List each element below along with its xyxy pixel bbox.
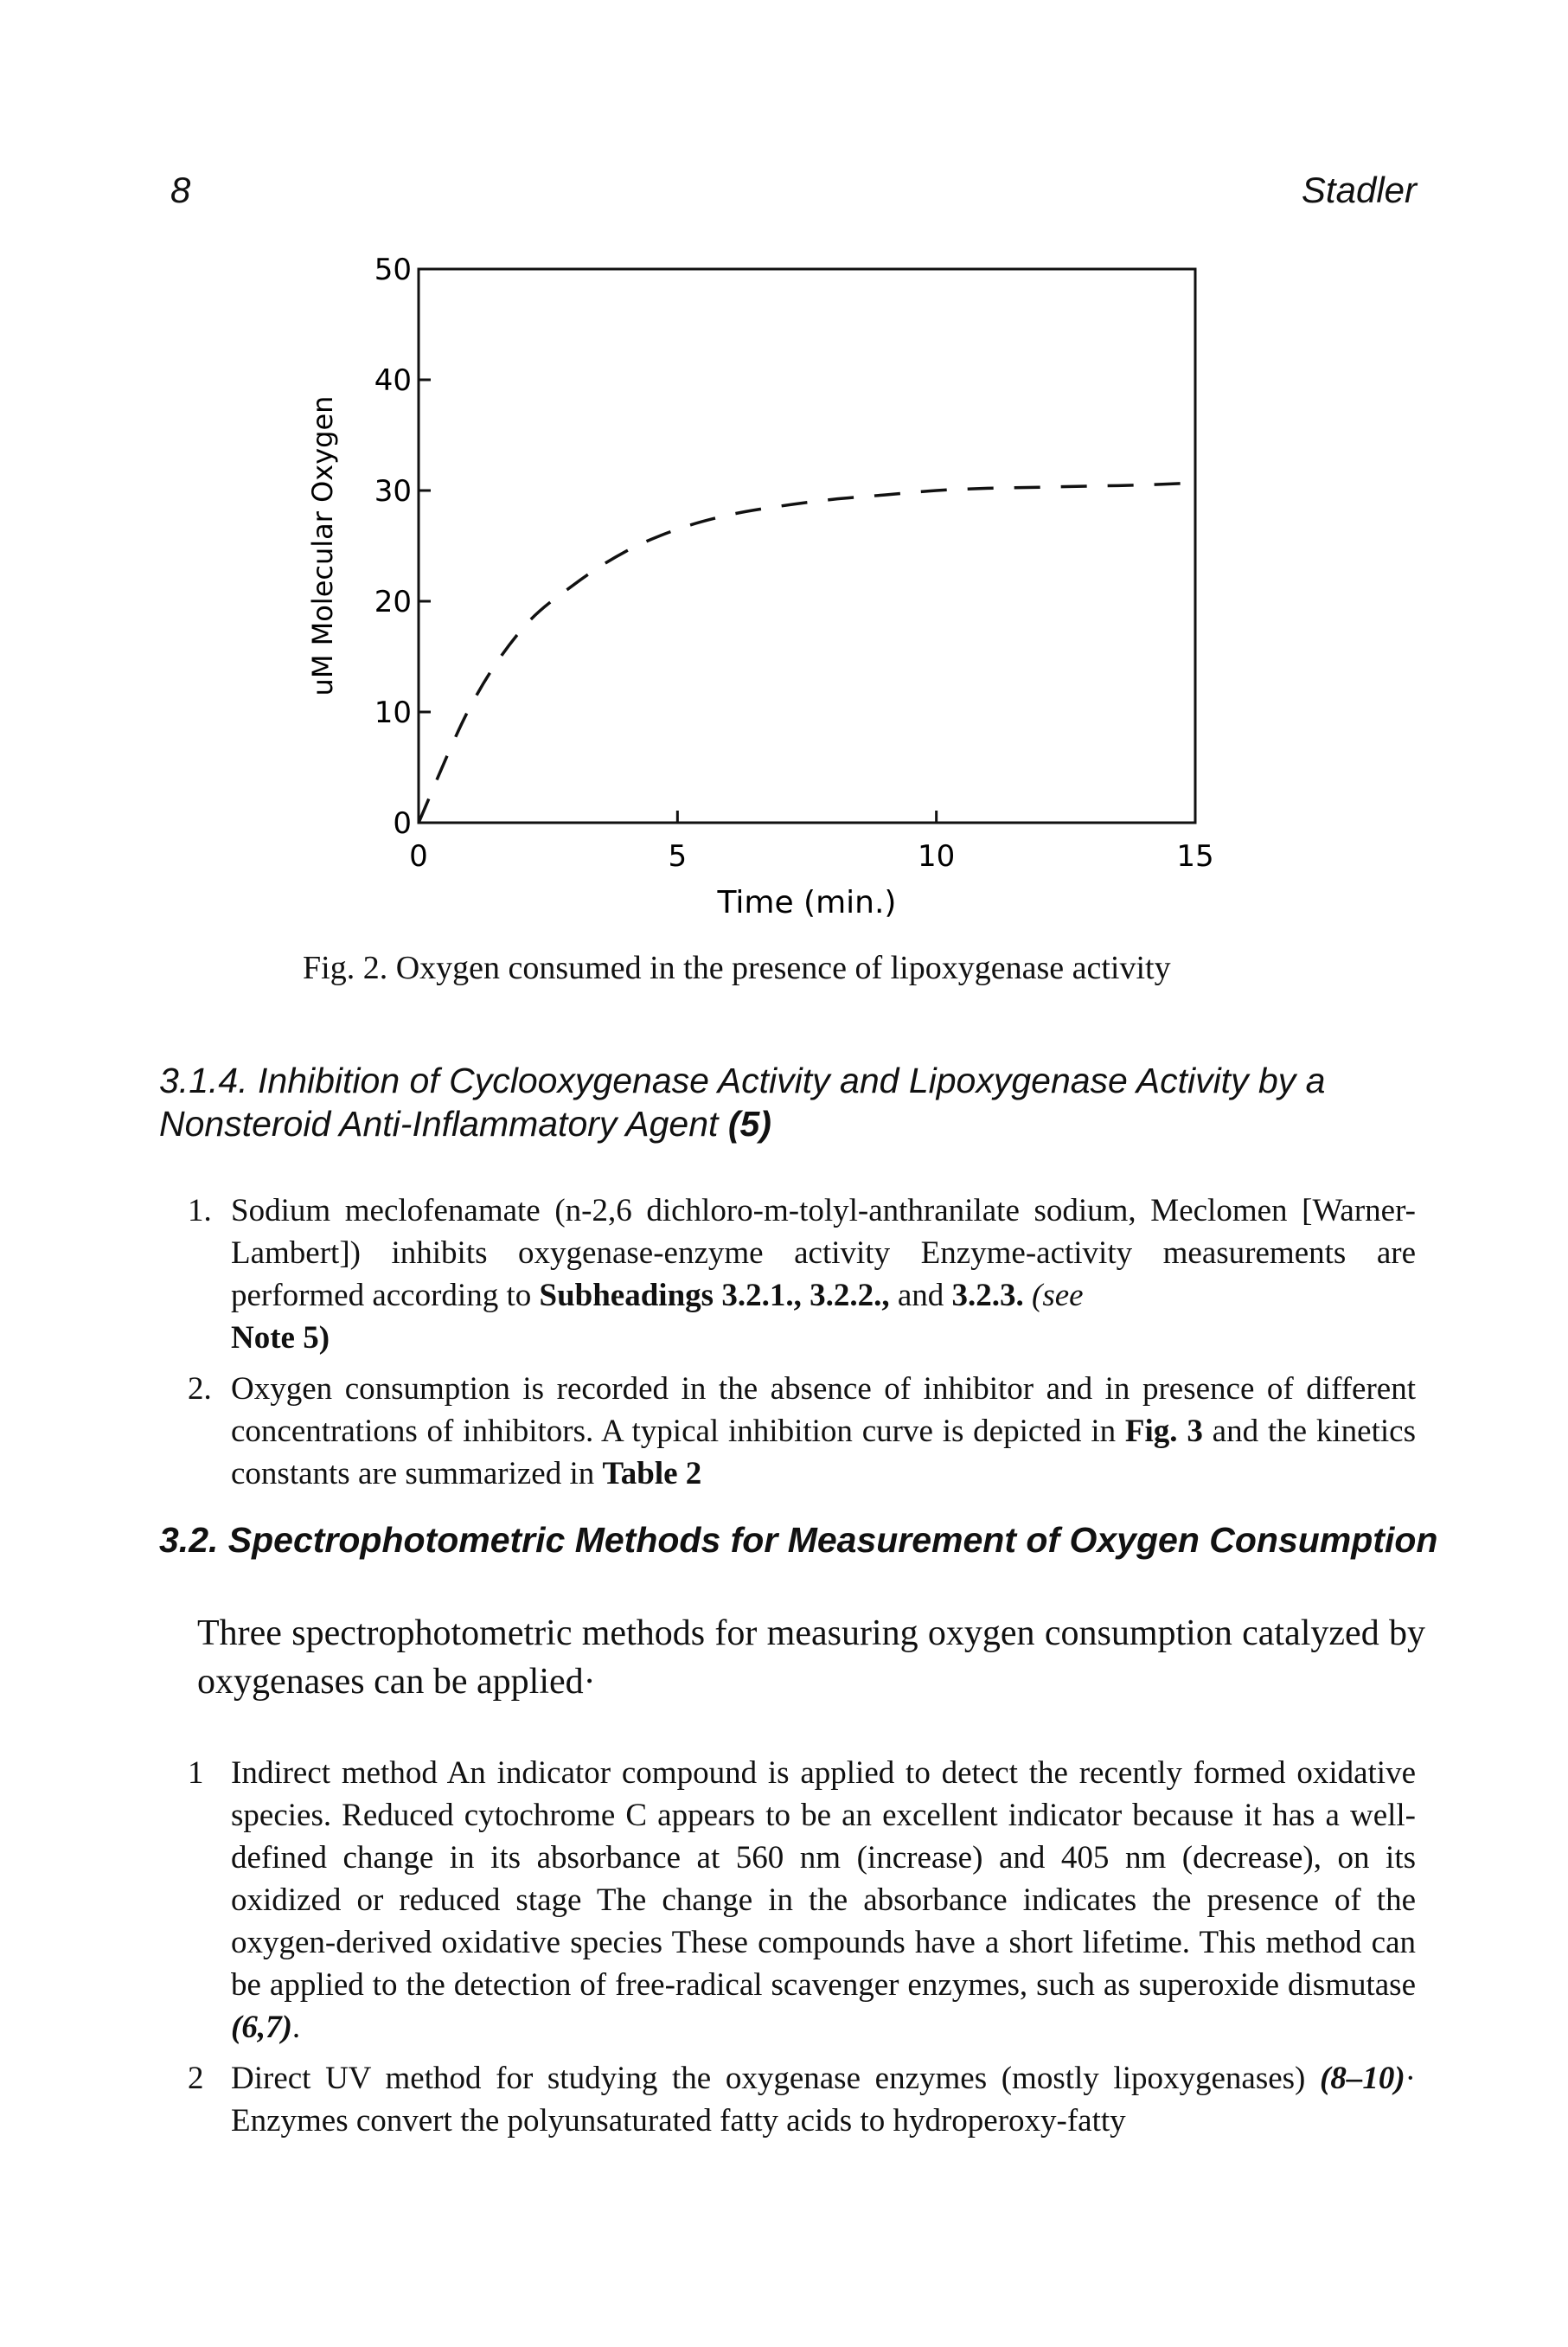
heading-number: 3.1.4. (159, 1061, 248, 1100)
subheading-reference: 3.2.3. (951, 1278, 1024, 1313)
page-number: 8 (170, 170, 191, 210)
item-text: and the kinetics constants are summarized in (231, 1414, 1416, 1491)
figure-reference: Fig. 3 (1124, 1414, 1203, 1449)
list-item (170, 1190, 1416, 1359)
oxygen-consumption-chart (259, 247, 1228, 939)
item-text: Indirect method An indicator compound is applied to detect the recently formed oxidative species. Reduced cytochrome C appears to be an excellent indicator because it has a well-defined change in its absorbance at 560 nm (increase) and 405 nm (decrease), on its oxidized or reduced stage The change in the absorbance indicates the presence of the oxygen-derived oxidative species These compounds have a short lifetime. This method can be applied to the detection of free-radical scavenger enzymes, such as superoxide dismutase (231, 1755, 1416, 2003)
section-heading-3-2: 3.2. Spectrophotometric Methods for Measurement of Oxygen Consumption (159, 1520, 1438, 1560)
heading-text: Inhibition of Cyclooxygenase Activity and Lipoxygenase Activity by a Nonsteroid Anti-Inflammatory Agent (159, 1061, 1326, 1144)
item-text: · Enzymes convert the polyunsaturated fatty acids to hydroperoxy-fatty (231, 2061, 1416, 2139)
table-reference: Table 2 (602, 1456, 702, 1491)
item-number: 2 (188, 2061, 204, 2096)
citation-reference: (8–10) (1320, 2061, 1405, 2096)
y-axis-label: uM Molecular Oxygen (306, 395, 339, 696)
item-text (1024, 1278, 1032, 1313)
running-head: Stadler (1301, 170, 1417, 210)
note-reference: Note 5) (231, 1320, 330, 1356)
x-tick-label: 0 (409, 839, 428, 874)
y-axis-ticks (374, 253, 431, 841)
list-item (170, 1752, 1416, 2049)
plot-frame (419, 269, 1195, 823)
item-text: Sodium meclofenamate (n-2,6 dichloro-m-tolyl-anthranilate sodium, Meclomen [Warner-Lambert]) inhibits oxygenase-enzyme activity Enzyme-activity measurements are performed according to (231, 1193, 1416, 1313)
item-text: . (291, 2010, 301, 2045)
list-3-1-4 (170, 1190, 1416, 1504)
list-3-2 (170, 1752, 1416, 2151)
item-text: Direct UV method for studying the oxygenase enzymes (mostly lipoxygenases) (231, 2061, 1321, 2096)
list-item (170, 2057, 1416, 2142)
item-text: and (889, 1278, 952, 1313)
see-reference: (see (1032, 1278, 1084, 1313)
x-axis-label: Time (min.) (717, 885, 897, 920)
x-tick-label: 5 (668, 839, 688, 874)
intro-paragraph: Three spectrophotometric methods for measuring oxygen consumption catalyzed by oxygenases can be applied· (197, 1613, 1425, 1702)
citation-reference: (6,7) (231, 2010, 292, 2045)
heading-reference: (5) (727, 1104, 771, 1144)
item-text: Oxygen consumption is recorded in the absence of inhibitor and in presence of different concentrations of inhibitors. A typical inhibition curve is depicted in (231, 1371, 1416, 1449)
x-tick-label: 10 (918, 839, 956, 874)
item-number: 1. (188, 1193, 212, 1228)
series-line-oxygen (419, 483, 1195, 823)
y-tick-label: 0 (393, 806, 412, 841)
item-number: 1 (188, 1755, 204, 1791)
x-tick-label: 15 (1176, 839, 1214, 874)
y-tick-label: 10 (374, 696, 412, 730)
list-item (170, 1368, 1416, 1495)
item-number: 2. (188, 1371, 212, 1407)
y-tick-label: 40 (374, 363, 412, 398)
section-heading-3-1-4 (159, 1059, 1439, 1145)
y-tick-label: 30 (374, 474, 412, 509)
y-tick-label: 20 (374, 585, 412, 619)
subheading-reference: Subheadings 3.2.1., 3.2.2., (539, 1278, 890, 1313)
y-tick-label: 50 (374, 253, 412, 287)
figure-caption: Fig. 2. Oxygen consumed in the presence of lipoxygenase activity (303, 950, 1171, 986)
x-axis-ticks (409, 811, 1213, 874)
